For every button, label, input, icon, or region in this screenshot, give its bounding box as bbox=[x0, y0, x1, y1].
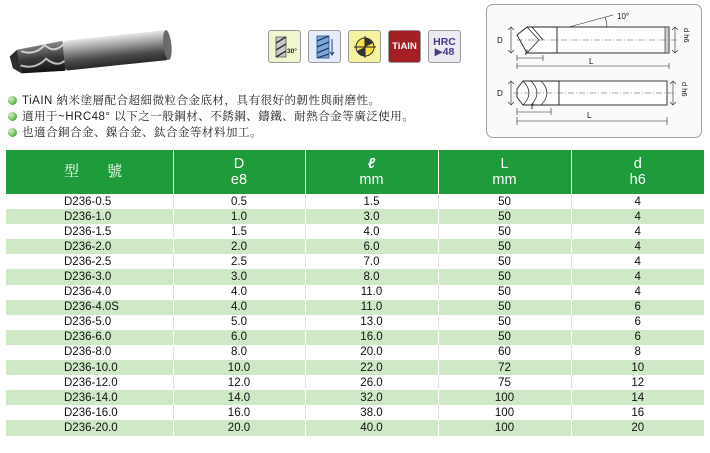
cell-L: 50 bbox=[438, 285, 571, 300]
cell-model: D236-20.0 bbox=[6, 420, 173, 435]
table-header bbox=[6, 150, 704, 194]
cell-model: D236-1.5 bbox=[6, 224, 173, 239]
hardness-value: ▶48 bbox=[434, 45, 455, 58]
cell-L: 60 bbox=[438, 345, 571, 360]
feature-list bbox=[8, 92, 414, 140]
helix-30-icon bbox=[268, 30, 301, 63]
cell-ell: 16.0 bbox=[305, 330, 438, 345]
table-row bbox=[6, 224, 704, 239]
table-row bbox=[6, 330, 704, 345]
cell-d: 6 bbox=[571, 300, 704, 315]
cell-d: 16 bbox=[571, 405, 704, 420]
cell-L: 50 bbox=[438, 239, 571, 254]
table-row bbox=[6, 315, 704, 330]
cell-d: 4 bbox=[571, 239, 704, 254]
cell-L: 75 bbox=[438, 375, 571, 390]
feature-item bbox=[8, 108, 414, 124]
cell-model: D236-6.0 bbox=[6, 330, 173, 345]
cell-D: 12.0 bbox=[173, 375, 305, 390]
cell-L: 50 bbox=[438, 269, 571, 284]
drawing-top-d-label: d h6 bbox=[682, 28, 691, 43]
cell-d: 4 bbox=[571, 254, 704, 269]
flute-icon bbox=[308, 30, 341, 63]
cell-D: 1.0 bbox=[173, 209, 305, 224]
drawing-top-view bbox=[497, 12, 691, 69]
cell-model: D236-0.5 bbox=[6, 194, 173, 209]
helix-angle-label: 30° bbox=[286, 47, 297, 55]
drawing-bottom-ell-label: ℓ bbox=[531, 102, 534, 111]
cell-D: 1.5 bbox=[173, 224, 305, 239]
cell-model: D236-12.0 bbox=[6, 375, 173, 390]
table-row bbox=[6, 209, 704, 224]
cell-ell: 26.0 bbox=[305, 375, 438, 390]
header-d: d h6 bbox=[571, 150, 704, 194]
feature-icons bbox=[268, 30, 461, 63]
cell-L: 100 bbox=[438, 420, 571, 435]
drawing-bottom-d-label: d h6 bbox=[680, 82, 689, 97]
cell-L: 50 bbox=[438, 315, 571, 330]
cell-L: 50 bbox=[438, 330, 571, 345]
cell-d: 8 bbox=[571, 345, 704, 360]
cell-D: 4.0 bbox=[173, 285, 305, 300]
table-row bbox=[6, 345, 704, 360]
cell-model: D236-1.0 bbox=[6, 209, 173, 224]
table-row bbox=[6, 390, 704, 405]
angle-label: 10° bbox=[617, 12, 630, 21]
cell-D: 4.0 bbox=[173, 300, 305, 315]
header-L: L mm bbox=[438, 150, 571, 194]
cell-ell: 20.0 bbox=[305, 345, 438, 360]
cell-d: 6 bbox=[571, 315, 704, 330]
cell-model: D236-5.0 bbox=[6, 315, 173, 330]
bullet-icon bbox=[8, 96, 17, 105]
table-row bbox=[6, 194, 704, 209]
feature-text: 也適合銅合金、鎳合金、鈦合金等材料加工。 bbox=[22, 127, 262, 139]
cell-d: 4 bbox=[571, 285, 704, 300]
cell-ell: 1.5 bbox=[305, 194, 438, 209]
table-row bbox=[6, 269, 704, 284]
drawing-bottom-D-label: D bbox=[497, 89, 503, 98]
cell-ell: 6.0 bbox=[305, 239, 438, 254]
cell-d: 12 bbox=[571, 375, 704, 390]
feature-item bbox=[8, 92, 414, 108]
hardness-label: HRC bbox=[433, 35, 456, 48]
cell-d: 4 bbox=[571, 194, 704, 209]
drawing-bottom-view bbox=[497, 81, 689, 125]
spec-table bbox=[6, 150, 704, 436]
table-row bbox=[6, 239, 704, 254]
cell-ell: 32.0 bbox=[305, 390, 438, 405]
cell-d: 4 bbox=[571, 209, 704, 224]
header-D: D e8 bbox=[173, 150, 305, 194]
table-row bbox=[6, 285, 704, 300]
cell-D: 3.0 bbox=[173, 269, 305, 284]
cell-L: 50 bbox=[438, 300, 571, 315]
cell-D: 8.0 bbox=[173, 345, 305, 360]
cell-D: 20.0 bbox=[173, 420, 305, 435]
cell-D: 2.0 bbox=[173, 239, 305, 254]
technical-drawing bbox=[486, 4, 702, 138]
cell-model: D236-10.0 bbox=[6, 360, 173, 375]
bullet-icon bbox=[8, 112, 17, 121]
cell-ell: 8.0 bbox=[305, 269, 438, 284]
drawing-top-D-label: D bbox=[497, 36, 503, 45]
cell-L: 100 bbox=[438, 390, 571, 405]
cell-ell: 4.0 bbox=[305, 224, 438, 239]
cell-d: 10 bbox=[571, 360, 704, 375]
cell-d: 20 bbox=[571, 420, 704, 435]
table-row bbox=[6, 254, 704, 269]
cell-model: D236-2.5 bbox=[6, 254, 173, 269]
cell-D: 0.5 bbox=[173, 194, 305, 209]
feature-item bbox=[8, 124, 414, 140]
cell-d: 4 bbox=[571, 269, 704, 284]
drawing-top-L-label: L bbox=[589, 57, 594, 66]
cell-ell: 3.0 bbox=[305, 209, 438, 224]
table-row bbox=[6, 300, 704, 315]
cell-D: 16.0 bbox=[173, 405, 305, 420]
cell-L: 72 bbox=[438, 360, 571, 375]
cell-L: 100 bbox=[438, 405, 571, 420]
drawing-top-ell-label: ℓ bbox=[525, 48, 528, 57]
cell-d: 14 bbox=[571, 390, 704, 405]
coating-icon: TiAIN bbox=[388, 30, 421, 63]
cell-d: 4 bbox=[571, 224, 704, 239]
cell-D: 14.0 bbox=[173, 390, 305, 405]
cell-D: 2.5 bbox=[173, 254, 305, 269]
table-row bbox=[6, 360, 704, 375]
cell-ell: 13.0 bbox=[305, 315, 438, 330]
technical-drawing-svg bbox=[487, 5, 701, 137]
table-body bbox=[6, 194, 704, 436]
hardness-icon bbox=[428, 30, 461, 63]
end-mill-product-image bbox=[6, 20, 176, 90]
cell-model: D236-14.0 bbox=[6, 390, 173, 405]
cell-model: D236-3.0 bbox=[6, 269, 173, 284]
cell-L: 50 bbox=[438, 209, 571, 224]
table-row bbox=[6, 375, 704, 390]
cell-ell: 40.0 bbox=[305, 420, 438, 435]
cell-ell: 11.0 bbox=[305, 300, 438, 315]
drawing-bottom-L-label: L bbox=[587, 111, 592, 120]
cell-ell: 7.0 bbox=[305, 254, 438, 269]
cell-model: D236-4.0S bbox=[6, 300, 173, 315]
header-model: 型 號 bbox=[6, 150, 173, 194]
cell-L: 50 bbox=[438, 224, 571, 239]
cell-ell: 38.0 bbox=[305, 405, 438, 420]
cell-model: D236-16.0 bbox=[6, 405, 173, 420]
center-cutting-icon bbox=[348, 30, 381, 63]
cell-model: D236-2.0 bbox=[6, 239, 173, 254]
cell-d: 6 bbox=[571, 330, 704, 345]
cell-D: 10.0 bbox=[173, 360, 305, 375]
feature-text: TiAIN 納米塗層配合超細微粒合金底材，具有很好的韌性與耐磨性。 bbox=[22, 95, 381, 107]
header-ell: ℓ mm bbox=[305, 150, 438, 194]
cell-D: 5.0 bbox=[173, 315, 305, 330]
feature-text: 適用于~HRC48° 以下之一般鋼材、不銹鋼、鑄鐵、耐熱合金等廣泛使用。 bbox=[22, 111, 415, 123]
cell-L: 50 bbox=[438, 254, 571, 269]
cell-model: D236-4.0 bbox=[6, 285, 173, 300]
cell-ell: 11.0 bbox=[305, 285, 438, 300]
cell-ell: 22.0 bbox=[305, 360, 438, 375]
bullet-icon bbox=[8, 128, 17, 137]
table-row bbox=[6, 420, 704, 435]
cell-D: 6.0 bbox=[173, 330, 305, 345]
cell-L: 50 bbox=[438, 194, 571, 209]
table-row bbox=[6, 405, 704, 420]
cell-model: D236-8.0 bbox=[6, 345, 173, 360]
